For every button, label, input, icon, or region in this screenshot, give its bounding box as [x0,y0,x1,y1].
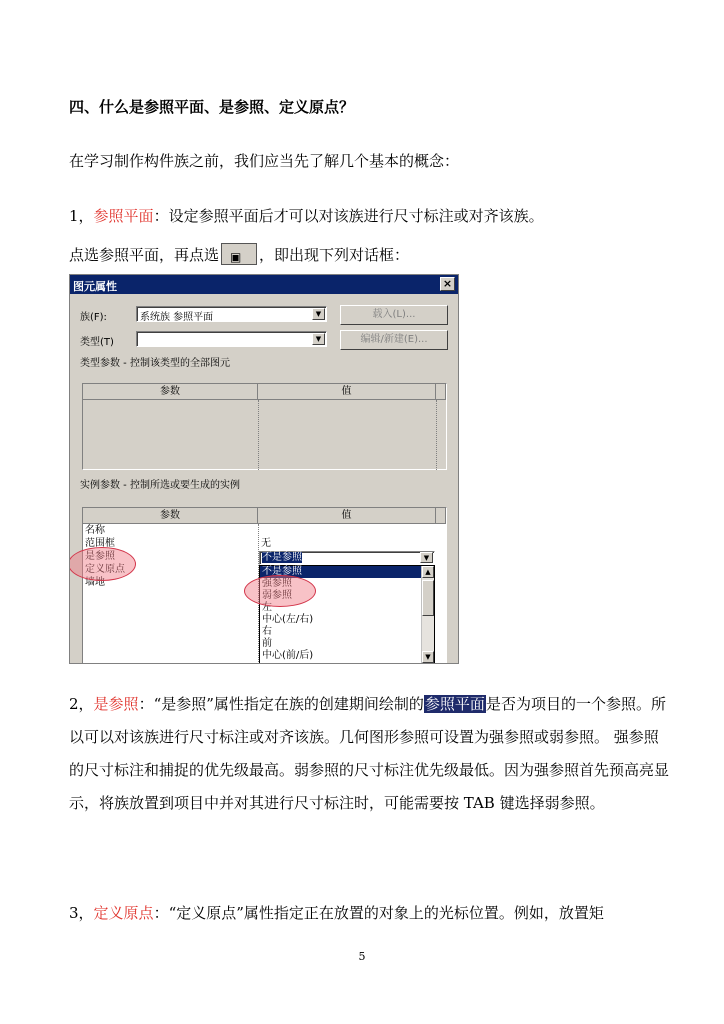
chevron-down-icon[interactable]: ▼ [312,333,325,345]
family-label: 族(F): [80,312,107,323]
item-3-term: 定义原点 [93,904,154,922]
dropdown-option[interactable]: 左 [262,602,272,613]
intro-text: 在学习制作构件族之前，我们应当先了解几个基本的概念： [69,152,460,170]
item-3 [69,903,604,923]
highlight-ellipse-options [244,575,316,607]
close-icon[interactable]: × [440,277,455,291]
dropdown-option[interactable]: 中心(左/右) [262,614,314,625]
load-button[interactable]: 载入(L)... [340,305,448,325]
grid-scroll-cap [436,384,446,400]
chevron-down-icon[interactable]: ▼ [312,308,325,320]
scroll-down-icon[interactable]: ▼ [422,651,434,663]
param-row-scope-box[interactable]: 范围框 [85,538,115,549]
dropdown-option[interactable]: 强参照 [262,578,292,589]
family-select[interactable] [136,306,327,322]
item-1-text: 设定参照平面后才可以对该族进行尺寸标注或对齐该族。 [168,207,544,225]
param-row-is-reference[interactable]: 是参照 [85,551,115,562]
dropdown-option[interactable]: 右 [262,626,272,637]
highlighted-term: 参照平面 [424,695,485,713]
item-1-term: 参照平面 [93,207,154,225]
highlight-ellipse-params [69,547,136,581]
item-2-colon: ： [138,695,154,713]
chevron-down-icon[interactable]: ▼ [420,552,433,563]
instance-params-caption: 实例参数 - 控制所选或要生成的实例 [80,480,240,491]
dropdown-option[interactable]: 不是参照 [260,566,434,578]
type-select[interactable] [136,331,327,347]
section-heading: 四、什么是参照平面、是参照、定义原点？ [69,98,355,116]
item-1-colon: ： [153,207,169,225]
element-properties-dialog [69,274,459,664]
item-2-number: 2， [69,695,94,713]
type-params-caption: 类型参数 - 控制该类型的全部图元 [80,358,230,369]
param-row-name[interactable]: 名称 [85,525,105,536]
dropdown-scrollbar[interactable] [421,566,434,663]
item-2-text-b: 是否为项目的一个参照。所以可以对该族进行尺寸标注或对齐该族。几何图形参照可设置为强参照或弱参照。 强参照的尺寸标注和捕捉的优先级最高。弱参照的尺寸标注优先级最低。因为强参照首先预高亮显示，将族放置到项目中并对其进行尺寸标注时，可能需要按 TAB 键选择弱参照。 [69,695,670,812]
item-2-text-a: “是参照”属性指定在族的创建期间绘制的 [153,695,424,713]
item-3-text: “定义原点”属性指定正在放置的对象上的光标位置。例如，放置矩 [168,904,604,922]
grid-divider [436,400,437,470]
scope-box-value: 无 [261,538,271,549]
item-3-colon: ： [153,904,169,922]
dialog-titlebar [70,275,458,294]
param-row-wall[interactable]: 墙地 [85,577,105,588]
col-value-header: 值 [258,508,436,524]
item-2-term: 是参照 [93,695,139,713]
element-properties-icon: ▣ [221,243,257,265]
item-1-number: 1， [69,207,94,225]
item-1-instruction [69,243,409,265]
col-param-header: 参数 [83,508,258,524]
dropdown-option[interactable]: 弱参照 [262,590,292,601]
dropdown-option[interactable]: 中心(前/后) [262,650,314,661]
grid-divider [258,400,259,470]
scroll-up-icon[interactable]: ▲ [422,566,434,578]
is-reference-select[interactable] [259,551,435,565]
dropdown-option[interactable]: 前 [262,638,272,649]
col-value-header: 值 [258,384,436,400]
family-select-value: 系统族 参照平面 [140,312,214,323]
instruction-before: 点选参照平面，再点选 [69,246,220,264]
edit-new-button[interactable]: 编辑/新建(E)... [340,330,448,350]
param-row-defines-origin[interactable]: 定义原点 [85,564,125,575]
type-params-grid [82,383,447,470]
instruction-after: ，即出现下列对话框： [259,246,410,264]
page-number: 5 [358,950,366,963]
item-1 [69,206,544,226]
item-3-number: 3， [69,904,94,922]
scroll-thumb[interactable] [422,580,434,616]
dialog-title: 图元属性 [73,280,117,293]
grid-scroll-cap [436,508,446,524]
type-label: 类型(T) [80,337,114,348]
is-reference-value: 不是参照 [262,552,302,563]
col-param-header: 参数 [83,384,258,400]
item-2-paragraph [69,688,673,820]
